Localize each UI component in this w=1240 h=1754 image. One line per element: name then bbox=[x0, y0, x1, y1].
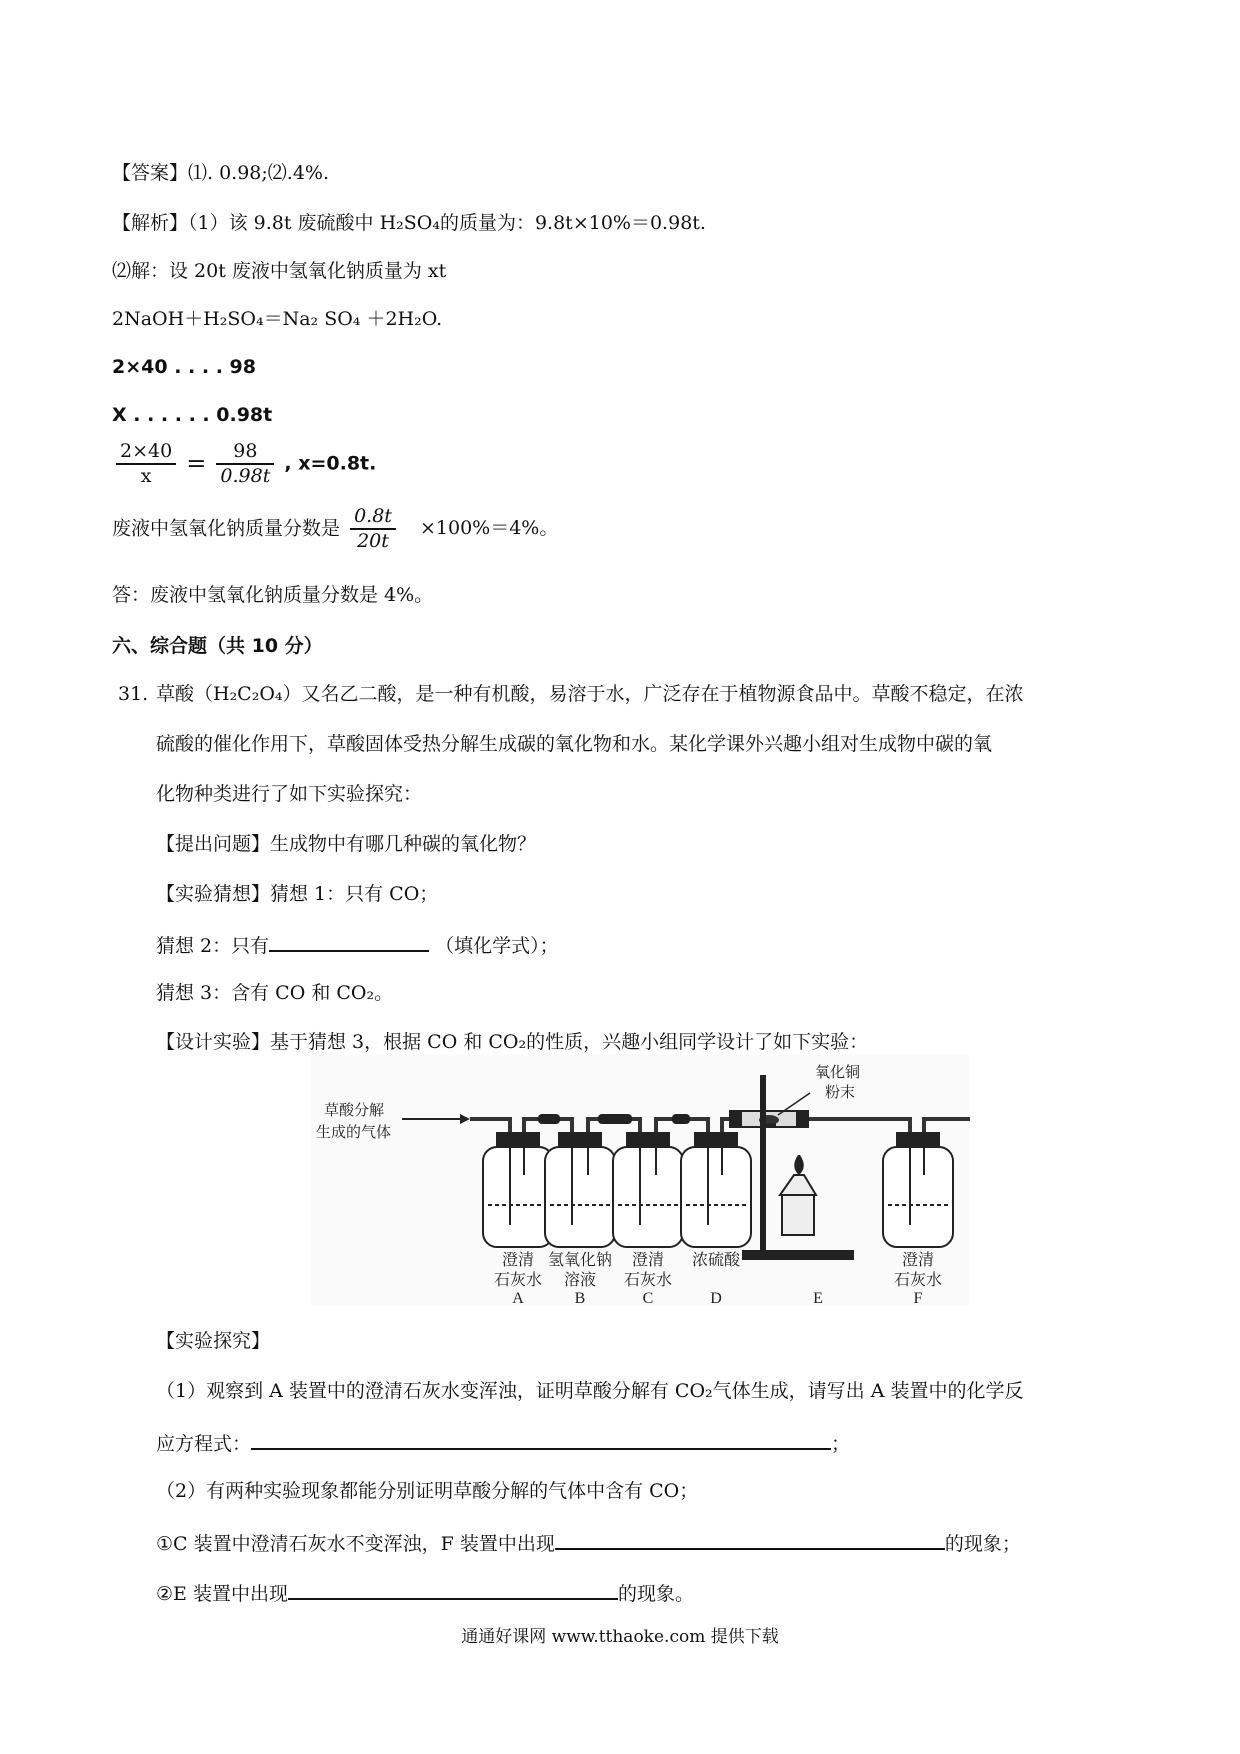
explore-label: 【实验探究】 bbox=[156, 1330, 271, 1352]
bottle-c-label-2: 石灰水 bbox=[623, 1272, 673, 1289]
bottle-f bbox=[883, 1133, 953, 1247]
answer-line bbox=[112, 162, 329, 185]
bottle-a-label-1: 澄清 bbox=[501, 1252, 535, 1269]
guess-label: 【实验猜想】 bbox=[156, 883, 271, 905]
q2b-blank[interactable] bbox=[288, 1580, 618, 1600]
guess-2-prefix: 猜想 2：只有 bbox=[156, 935, 270, 957]
letter-b: B bbox=[574, 1290, 586, 1305]
q1-line-1: （1）观察到 A 装置中的澄清石灰水变浑浊，证明草酸分解有 CO₂气体生成，请写出 A 装置中的化学反 bbox=[156, 1380, 1024, 1402]
bottle-c bbox=[613, 1133, 683, 1247]
answer-text: ⑴. 0.98;⑵.4%. bbox=[188, 162, 330, 184]
q2b-prefix: ②E 装置中出现 bbox=[156, 1583, 288, 1605]
mass-fraction-suffix: ×100%＝4%。 bbox=[419, 517, 559, 540]
question-para-2: 硫酸的催化作用下，草酸固体受热分解生成碳的氧化物和水。某化学课外兴趣小组对生成物中碳的氧 bbox=[156, 733, 993, 755]
fraction-1 bbox=[116, 440, 176, 488]
q1-equation-blank[interactable] bbox=[251, 1430, 831, 1450]
answer-label: 【答案】 bbox=[112, 162, 189, 184]
fraction-equals-sign: = bbox=[186, 449, 207, 478]
analysis-line-1 bbox=[112, 212, 706, 235]
bottle-d bbox=[681, 1133, 751, 1247]
ask-label: 【提出问题】 bbox=[156, 833, 271, 855]
fraction-1-numerator: 2×40 bbox=[116, 440, 176, 465]
analysis-line-2: ⑵解：设 20t 废液中氢氧化钠质量为 xt bbox=[112, 260, 447, 282]
q2b-line bbox=[156, 1580, 694, 1606]
q2b-suffix: 的现象。 bbox=[617, 1583, 694, 1605]
mass-fraction-prefix: 废液中氢氧化钠质量分数是 bbox=[112, 517, 341, 540]
cuo-label-line-2: 粉末 bbox=[825, 1084, 856, 1101]
bottle-d-label-1: 浓硫酸 bbox=[691, 1252, 741, 1269]
q1-line-2-prefix: 应方程式： bbox=[156, 1433, 252, 1455]
ask-text: 生成物中有哪几种碳的氧化物？ bbox=[270, 833, 537, 855]
design-label: 【设计实验】 bbox=[156, 1031, 271, 1053]
fraction-3-denominator: 20t bbox=[357, 529, 389, 552]
guess-line-1 bbox=[156, 883, 438, 906]
fraction-2-denominator: 0.98t bbox=[220, 464, 271, 487]
letter-f: F bbox=[913, 1290, 923, 1305]
guess-line-2 bbox=[156, 932, 559, 958]
ratio-line-2: X . . . . . . 0.98t bbox=[112, 404, 273, 426]
letter-d: D bbox=[710, 1290, 722, 1305]
question-para-1: 草酸（H₂C₂O₄）又名乙二酸，是一种有机酸，易溶于水，广泛存在于植物源食品中。草酸不稳定，在浓 bbox=[156, 683, 1024, 705]
fraction-3 bbox=[350, 505, 396, 553]
fraction-1-denominator: x bbox=[140, 464, 152, 487]
guess-2-suffix: （填化学式）； bbox=[435, 935, 559, 957]
page-footer: 通通好课网 www.tthaoke.com 提供下载 bbox=[461, 1627, 779, 1647]
bottle-a bbox=[483, 1133, 553, 1247]
analysis-text-1: （1）该 9.8t 废硫酸中 H₂SO₄的质量为：9.8t×10%＝0.98t. bbox=[188, 212, 706, 234]
bottle-f-label-2: 石灰水 bbox=[893, 1272, 943, 1289]
fraction-3-numerator: 0.8t bbox=[350, 505, 396, 530]
letter-a: A bbox=[512, 1290, 524, 1305]
bottle-a-label-2: 石灰水 bbox=[493, 1272, 543, 1289]
cuo-label-line-1: 氧化铜 bbox=[815, 1064, 861, 1081]
fraction-2-numerator: 98 bbox=[216, 440, 274, 465]
mass-fraction-line bbox=[112, 505, 558, 553]
bottle-b bbox=[545, 1133, 615, 1247]
analysis-conclusion: 答：废液中氢氧化钠质量分数是 4%。 bbox=[112, 584, 434, 606]
section-title: 六、综合题（共 10 分） bbox=[112, 635, 323, 657]
guess-1: 猜想 1：只有 CO； bbox=[270, 883, 439, 905]
guess-line-3: 猜想 3：含有 CO 和 CO₂。 bbox=[156, 982, 394, 1004]
apparatus-diagram bbox=[310, 1055, 970, 1305]
q1-line-2-suffix: ； bbox=[831, 1433, 851, 1455]
design-text: 基于猜想 3，根据 CO 和 CO₂的性质，兴趣小组同学设计了如下实验： bbox=[270, 1031, 869, 1053]
q1-line-2 bbox=[156, 1430, 850, 1456]
guess-2-blank[interactable] bbox=[269, 932, 429, 952]
q2a-blank[interactable] bbox=[555, 1530, 945, 1550]
bottle-f-label-1: 澄清 bbox=[901, 1252, 935, 1269]
q2a-prefix: ①C 装置中澄清石灰水不变浑浊，F 装置中出现 bbox=[156, 1533, 555, 1555]
analysis-label: 【解析】 bbox=[112, 212, 189, 234]
letter-c: C bbox=[642, 1290, 654, 1305]
gas-label-line-1: 草酸分解 bbox=[324, 1102, 385, 1119]
bottle-c-label-1: 澄清 bbox=[631, 1252, 665, 1269]
question-para-3: 化物种类进行了如下实验探究： bbox=[156, 783, 423, 805]
q2a-line bbox=[156, 1530, 1021, 1556]
reaction-equation: 2NaOH＋H₂SO₄＝Na₂ SO₄ ＋2H₂O. bbox=[112, 308, 443, 330]
ask-line bbox=[156, 833, 536, 856]
ratio-line-1: 2×40 . . . . 98 bbox=[112, 356, 256, 378]
bottle-b-label-1: 氢氧化钠 bbox=[547, 1252, 613, 1269]
q2a-suffix: 的现象； bbox=[944, 1533, 1021, 1555]
gas-label-line-2: 生成的气体 bbox=[316, 1124, 392, 1141]
q2-line: （2）有两种实验现象都能分别证明草酸分解的气体中含有 CO； bbox=[156, 1480, 699, 1502]
question-number: 31. bbox=[118, 683, 149, 705]
fraction-result: , x=0.8t. bbox=[284, 452, 377, 475]
bottle-b-label-2: 溶液 bbox=[563, 1272, 597, 1289]
design-line bbox=[156, 1031, 868, 1054]
letter-e: E bbox=[813, 1290, 823, 1305]
fraction-2 bbox=[216, 440, 274, 488]
fraction-equation-line bbox=[112, 440, 376, 488]
